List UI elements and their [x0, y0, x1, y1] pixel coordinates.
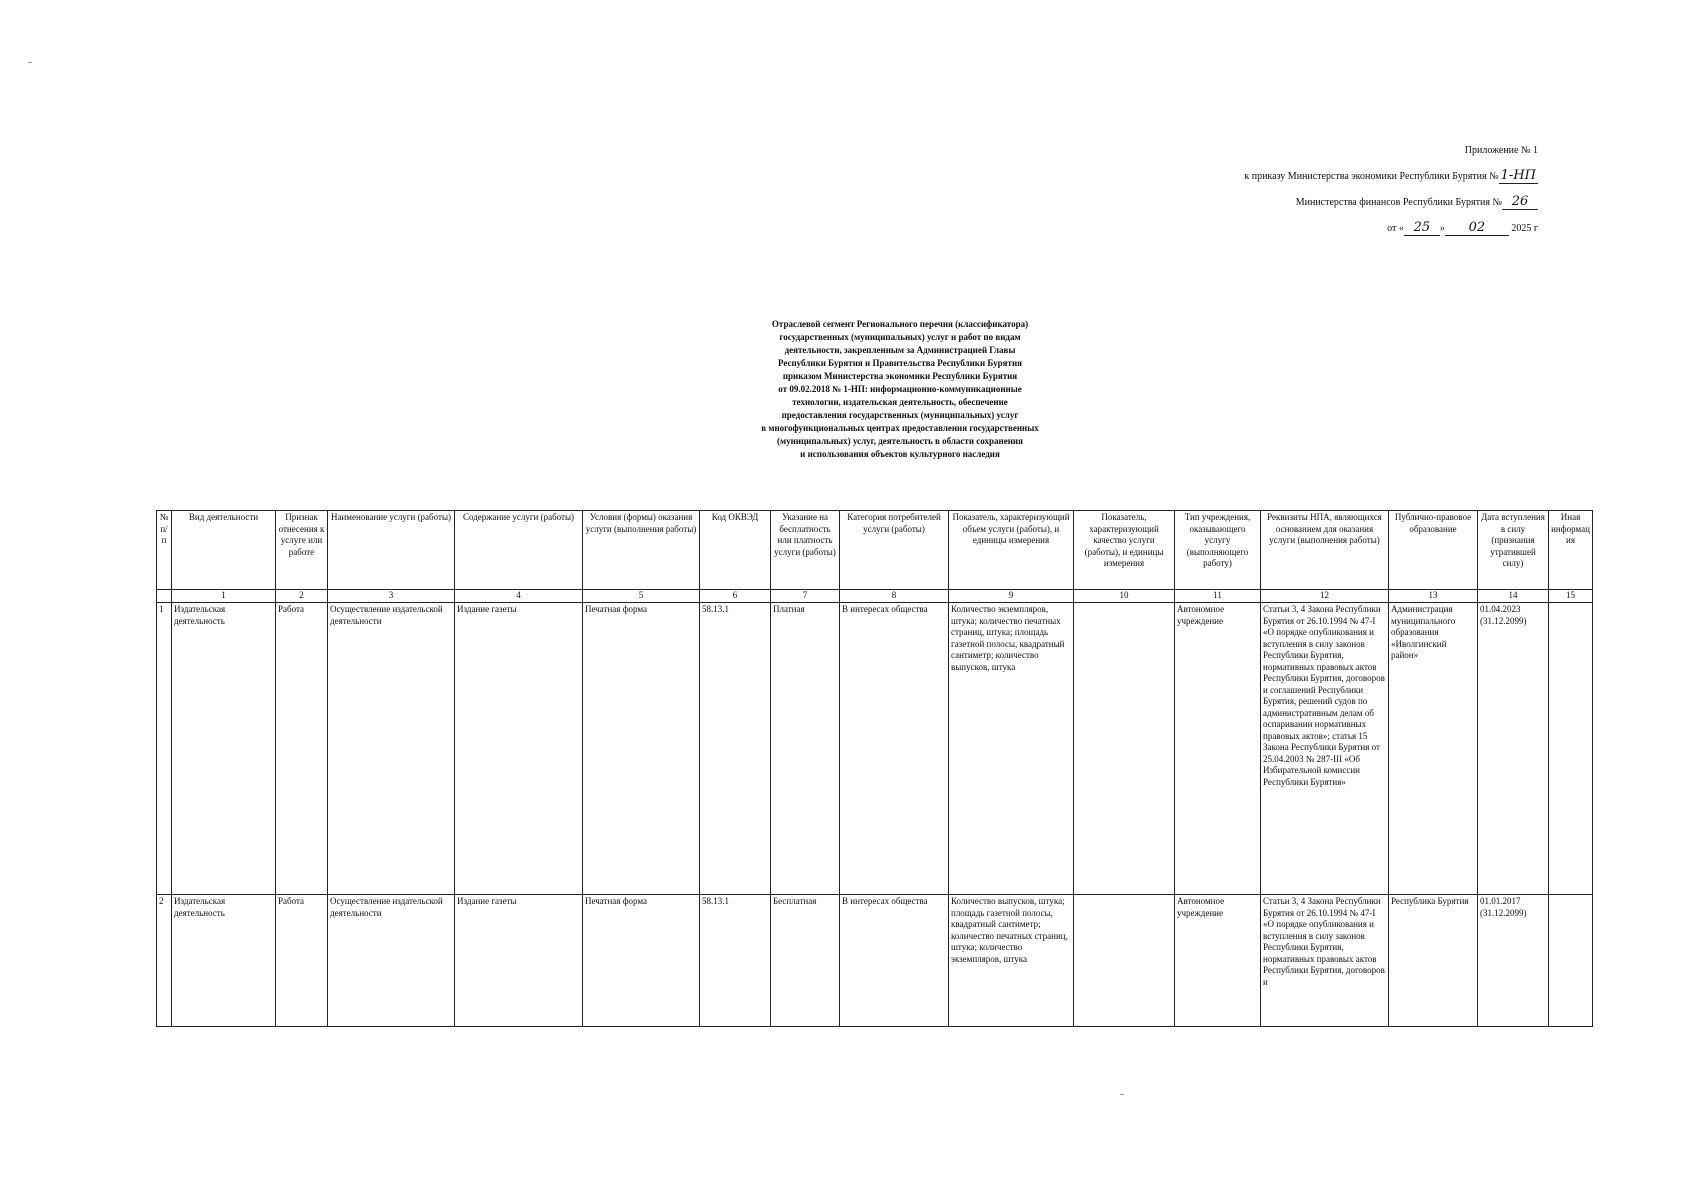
table-cell: Автономное учреждение — [1175, 603, 1261, 895]
header-cell: Наименование услуги (работы) — [328, 511, 455, 590]
title-line: и использования объектов культурного наследия — [800, 449, 1000, 459]
column-number-cell: 6 — [700, 590, 771, 603]
services-table — [156, 510, 1593, 1027]
table-cell: В интересах общества — [840, 603, 949, 895]
header-cell: Указание на бесплатность или платность услуги (работы) — [771, 511, 840, 590]
table-cell — [1074, 895, 1175, 1027]
table-cell: 58.13.1 — [700, 895, 771, 1027]
header-cell: Признак отнесения к услуге или работе — [276, 511, 328, 590]
appendix-label: Приложение № 1 — [1464, 145, 1538, 156]
scan-speck — [1120, 1094, 1124, 1095]
table-cell: Платная — [771, 603, 840, 895]
title-line: предоставления государственных (муниципальных) услуг — [781, 410, 1019, 420]
column-number-cell: 1 — [172, 590, 276, 603]
order-line-economy — [978, 164, 1538, 190]
column-number-cell: 13 — [1389, 590, 1478, 603]
date-year: 2025 г — [1511, 223, 1538, 234]
header-cell: Иная информация — [1549, 511, 1593, 590]
column-number-cell: 2 — [276, 590, 328, 603]
table-cell: Осуществление издательской деятельности — [328, 895, 455, 1027]
table-cell: Администрация муниципального образования «Иволгинский район» — [1389, 603, 1478, 895]
header-cell: Категория потребителей услуги (работы) — [840, 511, 949, 590]
column-number-cell — [157, 590, 172, 603]
table-cell: Количество выпусков, штука; площадь газетной полосы, квадратный сантиметр; количество печатных страниц, штука; количество экземпляров, штука — [949, 895, 1074, 1027]
column-number-row — [157, 590, 1593, 603]
column-number-cell: 14 — [1478, 590, 1549, 603]
table-cell: Республика Бурятия — [1389, 895, 1478, 1027]
table-cell — [1074, 603, 1175, 895]
table-cell: Количество экземпляров, штука; количество печатных страниц, штука; площадь газетной полосы, квадратный сантиметр; количество выпусков, штука — [949, 603, 1074, 895]
header-cell: Тип учреждения, оказывающего услугу (выполняющего работу) — [1175, 511, 1261, 590]
scan-speck — [28, 62, 32, 63]
column-number-cell: 3 — [328, 590, 455, 603]
table-cell: Осуществление издательской деятельности — [328, 603, 455, 895]
column-number-cell: 8 — [840, 590, 949, 603]
table-cell: 01.01.2017 (31.12.2099) — [1478, 895, 1549, 1027]
column-number-cell: 12 — [1261, 590, 1389, 603]
header-cell: Вид деятельности — [172, 511, 276, 590]
date-day: 25 — [1404, 221, 1440, 236]
table-cell: Автономное учреждение — [1175, 895, 1261, 1027]
header-cell: Дата вступления в силу (признания утратившей силу) — [1478, 511, 1549, 590]
table-cell: Работа — [276, 603, 328, 895]
order-economy-number: 1-НП — [1500, 168, 1536, 183]
date-month: 02 — [1445, 221, 1509, 236]
table-cell: Работа — [276, 895, 328, 1027]
column-number-cell: 5 — [583, 590, 700, 603]
table-row — [157, 895, 1593, 1027]
title-line: Отраслевой сегмент Регионального перечня (классификатора) — [771, 319, 1029, 329]
header-row — [157, 511, 1593, 590]
table-cell: Статьи 3, 4 Закона Республики Бурятия от 26.10.1994 № 47-I «О порядке опубликования и вступления в силу законов Республики Бурятия, нормативных правовых актов Республики Бурятия, договоров и — [1261, 895, 1389, 1027]
header-cell: Содержание услуги (работы) — [455, 511, 583, 590]
table-cell: Издательская деятельность — [172, 603, 276, 895]
table-cell: Издание газеты — [455, 895, 583, 1027]
table-cell — [1549, 603, 1593, 895]
table-cell: 1 — [157, 603, 172, 895]
document-title — [690, 318, 1110, 461]
table-cell: Статьи 3, 4 Закона Республики Бурятия от 26.10.1994 № 47-I «О порядке опубликования и вступления в силу законов Республики Бурятия, нормативных правовых актов Республики Бурятия, договоров и соглашений Республики Бурятия, решений судов по административным делам об оспаривании нормативных правовых актов»; статья 15 Закона Республики Бурятия от 25.04.2003 № 287-III «Об Избирательной комиссии Республики Бурятия» — [1261, 603, 1389, 895]
column-number-cell: 9 — [949, 590, 1074, 603]
column-number-cell: 4 — [455, 590, 583, 603]
title-line: технологии, издательская деятельность, обеспечение — [792, 397, 1008, 407]
header-cell: Реквизиты НПА, являющихся основанием для оказания услуги (выполнения работы) — [1261, 511, 1389, 590]
title-line: деятельности, закрепленным за Администрацией Главы — [784, 345, 1016, 355]
column-number-cell: 7 — [771, 590, 840, 603]
order-line-finance — [978, 190, 1538, 216]
title-line: приказом Министерства экономики Республики Бурятия — [782, 371, 1018, 381]
title-line: от 09.02.2018 № 1-НП: информационно-коммуникационные — [778, 384, 1022, 394]
title-line: государственных (муниципальных) услуг и работ по видам — [779, 332, 1021, 342]
table-cell: 01.04.2023 (31.12.2099) — [1478, 603, 1549, 895]
column-number-cell: 10 — [1074, 590, 1175, 603]
order-date-line: от « 25 » 02 2025 г — [1387, 220, 1538, 235]
header-cell: Показатель, характеризующий качество услуги (работы), и единицы измерения — [1074, 511, 1175, 590]
title-line: в многофункциональных центрах предоставления государственных — [761, 423, 1039, 433]
table-row — [157, 603, 1593, 895]
approval-header — [978, 138, 1538, 242]
title-line: (муниципальных) услуг, деятельность в области сохранения — [777, 436, 1023, 446]
order-finance-prefix: Министерства финансов Республики Бурятия № — [1295, 197, 1502, 208]
table-cell: Издательская деятельность — [172, 895, 276, 1027]
table-cell: Бесплатная — [771, 895, 840, 1027]
header-cell: Условия (формы) оказания услуги (выполнения работы) — [583, 511, 700, 590]
date-prefix: от « — [1387, 223, 1404, 234]
table-cell: 2 — [157, 895, 172, 1027]
order-finance-number: 26 — [1502, 195, 1538, 210]
column-number-cell: 15 — [1549, 590, 1593, 603]
table-cell: Печатная форма — [583, 603, 700, 895]
title-line: Республики Бурятия и Правительства Республики Бурятия — [778, 358, 1022, 368]
table-cell: Печатная форма — [583, 895, 700, 1027]
table-cell: 58.13.1 — [700, 603, 771, 895]
order-economy-prefix: к приказу Министерства экономики Республики Бурятия № — [1244, 171, 1499, 182]
table-cell: В интересах общества — [840, 895, 949, 1027]
table-cell — [1549, 895, 1593, 1027]
header-cell: Код ОКВЭД — [700, 511, 771, 590]
header-cell: Показатель, характеризующий объем услуги (работы), и единицы измерения — [949, 511, 1074, 590]
column-number-cell: 11 — [1175, 590, 1261, 603]
table-cell: Издание газеты — [455, 603, 583, 895]
header-cell: № п/п — [157, 511, 172, 590]
header-cell: Публично-правовое образование — [1389, 511, 1478, 590]
